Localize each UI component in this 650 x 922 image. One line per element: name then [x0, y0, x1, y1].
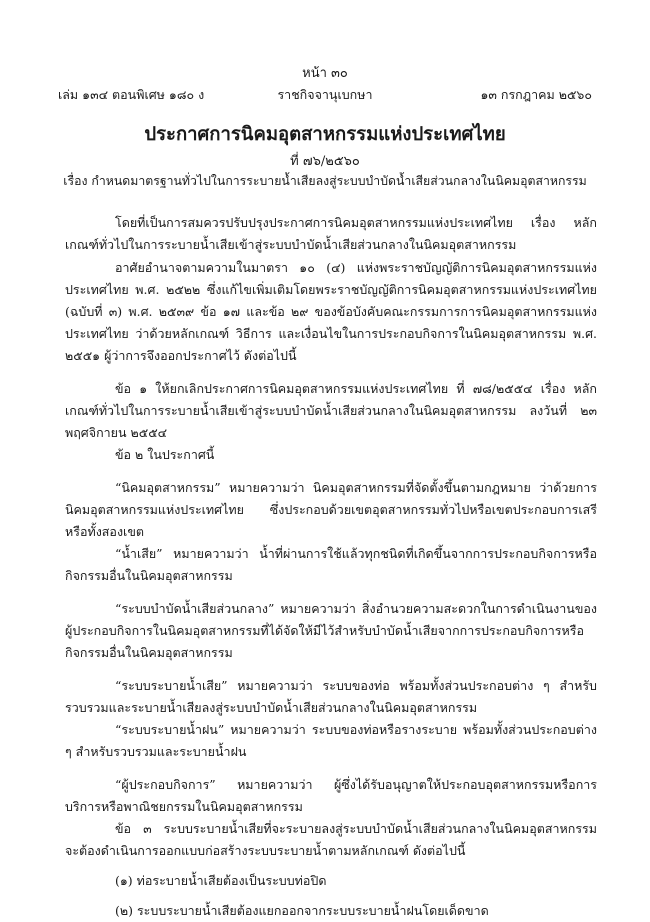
- document-number: ที่ ๗๖/๒๕๖๐: [290, 154, 360, 169]
- gazette-name: ราชกิจจานุเบกษา: [277, 87, 373, 102]
- document-title: ประกาศการนิคมอุตสาหกรรมแห่งประเทศไทย: [144, 124, 506, 145]
- definition-industrial-estate: “นิคมอุตสาหกรรม” หมายความว่า นิคมอุตสาหกรรมที่จัดตั้งขึ้นตามกฎหมาย ว่าด้วยการนิคมอุตสาหกรรมแห่งประเทศไทย ซึ่งประกอบด้วยเขตอุตสาหกรรมทั่วไปหรือเขตประกอบการเสรีหรือทั้งสองเขต: [65, 480, 597, 539]
- definition-central-treatment: “ระบบบำบัดน้ำเสียส่วนกลาง” หมายความว่า สิ่งอำนวยความสะดวกในการดำเนินงานของผู้ประกอบกิจการในนิคมอุตสาหกรรมที่ได้จัดให้มีไว้สำหรับบำบัดน้ำเสียจากการประกอบกิจการหรือกิจกรรมอื่นในนิคมอุตสาหกรรม: [65, 601, 597, 660]
- list-item-closed-pipe: (๑) ท่อระบายน้ำเสียต้องเป็นระบบท่อปิด: [115, 873, 327, 888]
- definition-wastewater-drainage: “ระบบระบายน้ำเสีย” หมายความว่า ระบบของท่อ พร้อมทั้งส่วนประกอบต่าง ๆ สำหรับรวบรวมและระบายน้ำเสียลงสู่ระบบบำบัดน้ำเสียส่วนกลางในนิคมอุตสาหกรรม: [65, 678, 597, 715]
- definition-rainwater-drainage: “ระบบระบายน้ำฝน” หมายความว่า ระบบของท่อหรือรางระบาย พร้อมทั้งส่วนประกอบต่าง ๆ สำหรับรวบรวมและระบายน้ำฝน: [65, 722, 597, 759]
- publish-date: ๑๓ กรกฎาคม ๒๕๖๐: [480, 87, 592, 102]
- paragraph-clause-2: ข้อ ๒ ในประกาศนี้: [115, 447, 215, 462]
- gazette-header: [0, 85, 650, 105]
- volume-info: เล่ม ๑๓๔ ตอนพิเศษ ๑๘๐ ง: [58, 87, 205, 102]
- paragraph-clause-1: ข้อ ๑ ให้ยกเลิกประกาศการนิคมอุตสาหกรรมแห่งประเทศไทย ที่ ๗๘/๒๕๕๔ เรื่อง หลักเกณฑ์ทั่วไปในการระบายน้ำเสียเข้าสู่ระบบบำบัดน้ำเสียส่วนกลางในนิคมอุตสาหกรรม ลงวันที่ ๒๓ พฤศจิกายน ๒๕๕๔: [65, 381, 597, 440]
- definition-wastewater: “น้ำเสีย” หมายความว่า น้ำที่ผ่านการใช้แล้วทุกชนิดที่เกิดขึ้นจากการประกอบกิจการหรือกิจกรรมอื่นในนิคมอุตสาหกรรม: [65, 546, 597, 583]
- paragraph-preamble: โดยที่เป็นการสมควรปรับปรุงประกาศการนิคมอุตสาหกรรมแห่งประเทศไทย เรื่อง หลักเกณฑ์ทั่วไปในการระบายน้ำเสียเข้าสู่ระบบบำบัดน้ำเสียส่วนกลางในนิคมอุตสาหกรรม: [65, 215, 597, 252]
- document-body: [65, 212, 597, 922]
- paragraph-authority: อาศัยอำนาจตามความในมาตรา ๑๐ (๔) แห่งพระราชบัญญัติการนิคมอุตสาหกรรมแห่งประเทศไทย พ.ศ. ๒๕๒๒ ซึ่งแก้ไขเพิ่มเติมโดยพระราชบัญญัติการนิคมอุตสาหกรรมแห่งประเทศไทย (ฉบับที่ ๓) พ.ศ. ๒๕๓๙ ข้อ ๑๗ และข้อ ๒๙ ของข้อบังคับคณะกรรมการการนิคมอุตสาหกรรมแห่งประเทศไทย ว่าด้วยหลักเกณฑ์ วิธีการ และเงื่อนไขในการประกอบกิจการในนิคมอุตสาหกรรม พ.ศ. ๒๕๕๑ ผู้ว่าการจึงออกประกาศไว้ ดังต่อไปนี้: [65, 260, 597, 363]
- list-item-separate-system: (๒) ระบบระบายน้ำเสียต้องแยกออกจากระบบระบายน้ำฝนโดยเด็ดขาด: [115, 903, 489, 918]
- paragraph-clause-3: ข้อ ๓ ระบบระบายน้ำเสียที่จะระบายลงสู่ระบบบำบัดน้ำเสียส่วนกลางในนิคมอุตสาหกรรม จะต้องดำเนินการออกแบบก่อสร้างระบบระบายน้ำตามหลักเกณฑ์ ดังต่อไปนี้: [65, 821, 597, 858]
- page-number: หน้า ๓๐: [302, 66, 348, 81]
- document-subject: เรื่อง กำหนดมาตรฐานทั่วไปในการระบายน้ำเสียลงสู่ระบบบำบัดน้ำเสียส่วนกลางในนิคมอุตสาหกรรม: [63, 174, 587, 188]
- definition-operator: “ผู้ประกอบกิจการ” หมายความว่า ผู้ซึ่งได้รับอนุญาตให้ประกอบอุตสาหกรรมหรือการบริการหรือพาณิชยกรรมในนิคมอุตสาหกรรม: [65, 777, 597, 814]
